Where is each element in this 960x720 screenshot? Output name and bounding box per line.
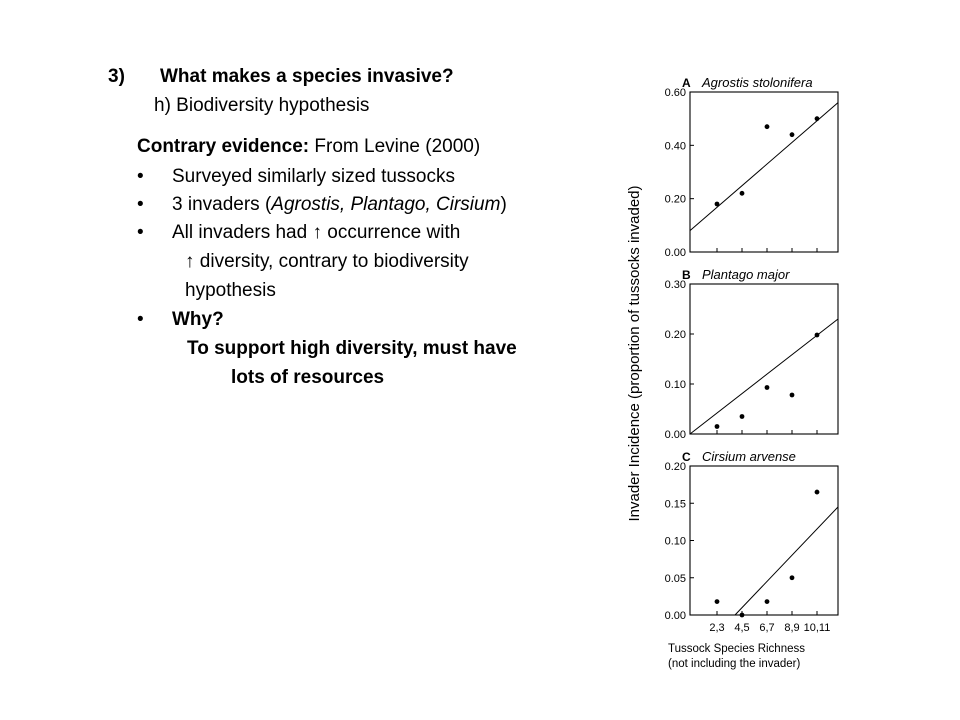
bullet-text-segment: Surveyed similarly sized tussocks (172, 166, 455, 187)
panel-frame-b (690, 284, 838, 434)
data-point (790, 575, 795, 580)
trend-line (735, 507, 838, 615)
data-point (815, 490, 820, 495)
panel-letter: C (682, 450, 691, 464)
data-point (765, 385, 770, 390)
evidence-line (137, 136, 480, 158)
bullet-marker: • (137, 166, 144, 187)
y-tick-label: 0.40 (664, 140, 686, 153)
data-point (740, 191, 745, 196)
bullet-3-continuation-2: hypothesis (185, 280, 276, 301)
bullet-text-segment: Agrostis, Plantago, Cirsium (271, 194, 501, 215)
x-tick-label: 6,7 (759, 622, 775, 634)
x-tick-label: 2,3 (709, 622, 725, 634)
y-tick-label: 0.10 (664, 535, 686, 548)
bullet-2 (172, 194, 507, 216)
evidence-source: From Levine (2000) (309, 136, 481, 157)
x-tick-label: 10,11 (803, 622, 831, 634)
slide-subheading: h) Biodiversity hypothesis (154, 95, 370, 116)
y-tick-label: 0.10 (664, 379, 686, 391)
y-tick-label: 0.00 (664, 429, 686, 441)
trend-line (690, 103, 838, 231)
bullet-3-continuation-1: ↑ diversity, contrary to biodiversity (185, 251, 469, 272)
evidence-label: Contrary evidence: (137, 136, 310, 157)
bullet-marker: • (137, 222, 144, 243)
y-tick-label: 0.60 (664, 87, 686, 99)
data-point (740, 414, 745, 419)
x-tick-label: 8,9 (784, 622, 800, 634)
panel-frame-a (690, 92, 838, 252)
data-point (715, 599, 720, 604)
bullet-3 (172, 222, 460, 244)
panel-letter: B (682, 268, 691, 282)
panel-title: Agrostis stolonifera (702, 75, 813, 90)
panel-letter: A (682, 76, 691, 90)
y-tick-label: 0.00 (664, 247, 686, 259)
y-tick-label: 0.15 (664, 498, 686, 511)
panel-title: Plantago major (702, 267, 790, 282)
bullet-marker: • (137, 309, 144, 330)
bullet-text-segment: ) (500, 194, 507, 215)
y-tick-label: 0.20 (664, 329, 686, 341)
data-point (790, 393, 795, 398)
y-tick-label: 0.20 (664, 193, 686, 206)
data-point (765, 124, 770, 129)
bullet-marker: • (137, 194, 144, 215)
y-tick-label: 0.05 (664, 572, 686, 585)
y-axis-label: Invader Incidence (proportion of tussocks invaded) (626, 185, 643, 522)
y-tick-label: 0.00 (664, 610, 686, 622)
y-tick-label: 0.30 (664, 279, 686, 291)
slide-heading: What makes a species invasive? (160, 66, 454, 87)
scatter-chart (610, 70, 860, 680)
bullet-text-segment: All invaders had ↑ occurrence with (172, 222, 461, 243)
panel-frame-c (690, 466, 838, 615)
data-point (765, 599, 770, 604)
levine-figure (610, 70, 860, 680)
bullet-text-segment: 3 invaders ( (172, 194, 272, 215)
data-point (715, 424, 720, 429)
bullet-1 (172, 166, 455, 188)
answer-line-2: lots of resources (231, 367, 385, 388)
data-point (740, 613, 745, 618)
y-tick-label: 0.20 (664, 461, 686, 473)
trend-line (690, 319, 838, 434)
heading-number: 3) (108, 66, 125, 87)
answer-line-1: To support high diversity, must have (187, 338, 517, 359)
x-tick-label: 4,5 (734, 622, 750, 634)
bullet-4: Why? (172, 309, 224, 330)
data-point (790, 132, 795, 137)
x-axis-label-note: (not including the invader) (668, 658, 801, 670)
panel-title: Cirsium arvense (702, 449, 796, 464)
x-axis-label: Tussock Species Richness (668, 643, 805, 655)
